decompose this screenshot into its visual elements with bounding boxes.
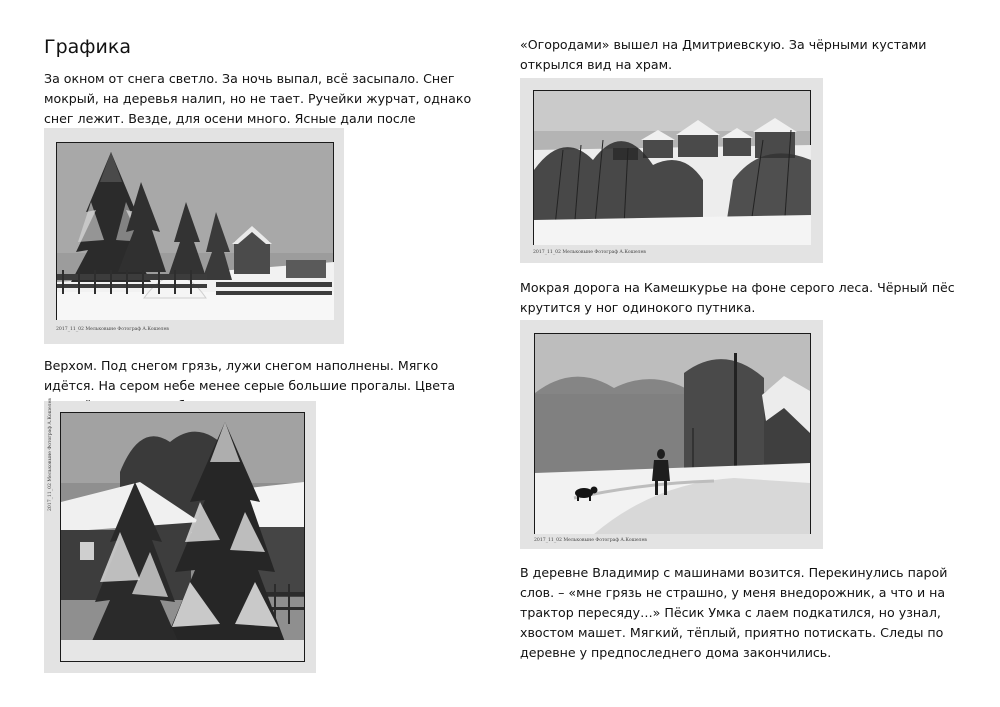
paragraph-horseback: Верхом. Под снегом грязь, лужи снегом наполнены. Мягко идётся. На сером небе менее серые большие прогалы. Цвета (44, 358, 456, 393)
photo-image (60, 412, 305, 662)
paragraph-vladimir: В деревне Владимир с машинами возится. Перекинулись парой слов. – «мне грязь не страшно, у меня внедорожник, а что и на трактор пересяду…» Пёсик Умка с лаем подкатился, но узнал, хвостом машет. Мягкий, тёплый, приятно потискать. Следы по деревне у предпоследнего дома закончились. (520, 565, 948, 660)
paragraph-snow-morning: За окном от снега светло. За ночь выпал, всё засыпало. Снег мокрый, на деревья налип, но не тает. Ручейки журчат, однако снег лежит. Везде, для осени много. Ясные дали после (44, 71, 472, 126)
photo-snowy-pines (44, 398, 316, 673)
photo-fir-trees (44, 128, 344, 344)
photo-image (533, 90, 811, 245)
photo-image (534, 333, 811, 534)
photo-caption: 2017_11_02 Мельковыне Фотограф А.Кошелев (534, 538, 647, 543)
photo-image (56, 142, 334, 320)
page-title: Графика (44, 36, 132, 58)
photo-caption: 2017_11_02 Мельковыне Фотограф А.Кошелев (48, 398, 53, 511)
photo-walker-dog (520, 320, 823, 549)
paragraph-road: Мокрая дорога на Камешкурье на фоне серого леса. Чёрный пёс крутится у ног одинокого путника. (520, 280, 955, 315)
photo-caption: 2017_11_02 Мельковыне Фотограф А.Кошелев (533, 250, 646, 255)
photo-village-church (520, 78, 823, 263)
photo-caption: 2017_11_02 Мельковыне Фотограф А.Кошелев (56, 327, 169, 332)
paragraph-gardens: «Огородами» вышел на Дмитриевскую. За чёрными кустами открылся вид на храм. (520, 37, 927, 72)
